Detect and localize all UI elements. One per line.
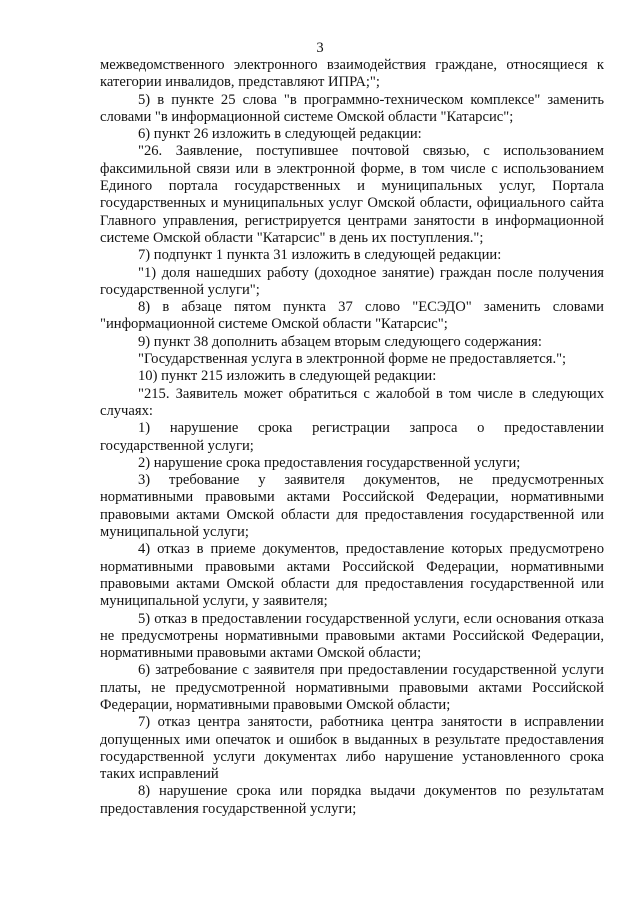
paragraph-clause-215: "215. Заявитель может обратиться с жалобой в том числе в следующих случаях: (100, 385, 604, 419)
list-item-5: 5) отказ в предоставлении государственной услуги, если основания отказа не предусмотрены нормативными правовыми актами Российской Федерации, нормативными правовыми актами Омской области; (100, 610, 604, 662)
list-item-3: 3) требование у заявителя документов, не предусмотренных нормативными правовыми актами Российской Федерации, нормативными правовыми актами Омской области для предоставления государственной или муниципальной услуги; (100, 472, 604, 541)
list-item-7: 7) отказ центра занятости, работника центра занятости в исправлении допущенных ими опечаток и ошибок в выданных в результате предоставления государственной услуги документах либо нарушение установленного срока таких исправлений (100, 714, 604, 783)
paragraph-continuation: межведомственного электронного взаимодействия граждане, относящиеся к категории инвалидов, представляют ИПРА;"; (100, 57, 604, 91)
paragraph-subclause-1: "1) доля нашедших работу (доходное занятие) граждан после получения государственной услуги"; (100, 264, 604, 298)
paragraph-item-6: 6) пункт 26 изложить в следующей редакции: (138, 126, 422, 143)
list-item-8: 8) нарушение срока или порядка выдачи документов по результатам предоставления государственной услуги; (100, 783, 604, 817)
paragraph-item-7: 7) подпункт 1 пункта 31 изложить в следующей редакции: (138, 247, 502, 264)
paragraph-item-8: 8) в абзаце пятом пункта 37 слово "ЕСЭДО" заменить словами "информационной системе Омской области "Катарсис"; (100, 299, 604, 333)
paragraph-electronic-form-note: "Государственная услуга в электронной форме не предоставляется."; (138, 351, 567, 368)
paragraph-clause-26: "26. Заявление, поступившее почтовой связью, с использованием факсимильной связи или в электронной форме, в том числе с использованием Единого портала государственных и муниципальных услуг, Портала государственных и муниципальных услуг Омской области, официального сайта Главного управления, регистрируется центрами занятости в информационной системе Омской области "Катарсис" в день их поступления."; (100, 143, 604, 246)
list-item-4: 4) отказ в приеме документов, предоставление которых предусмотрено нормативными правовыми актами Российской Федерации, нормативными правовыми актами Омской области для предоставления государственной или муниципальной услуги, у заявителя; (100, 541, 604, 610)
paragraph-item-9: 9) пункт 38 дополнить абзацем вторым следующего содержания: (138, 333, 542, 350)
paragraph-item-5: 5) в пункте 25 слова "в программно-техническом комплексе" заменить словами "в информационной системе Омской области "Катарсис"; (100, 91, 604, 125)
page-number: 3 (316, 40, 324, 56)
list-item-1: 1) нарушение срока регистрации запроса о предоставлении государственной услуги; (100, 420, 604, 454)
list-item-2: 2) нарушение срока предоставления государственной услуги; (138, 454, 521, 471)
document-body (100, 57, 604, 818)
list-item-6: 6) затребование с заявителя при предоставлении государственной услуги платы, не предусмотренной нормативными правовыми актами Российской Федерации, нормативными правовыми Омской области; (100, 662, 604, 713)
paragraph-item-10: 10) пункт 215 изложить в следующей редакции: (138, 368, 437, 385)
